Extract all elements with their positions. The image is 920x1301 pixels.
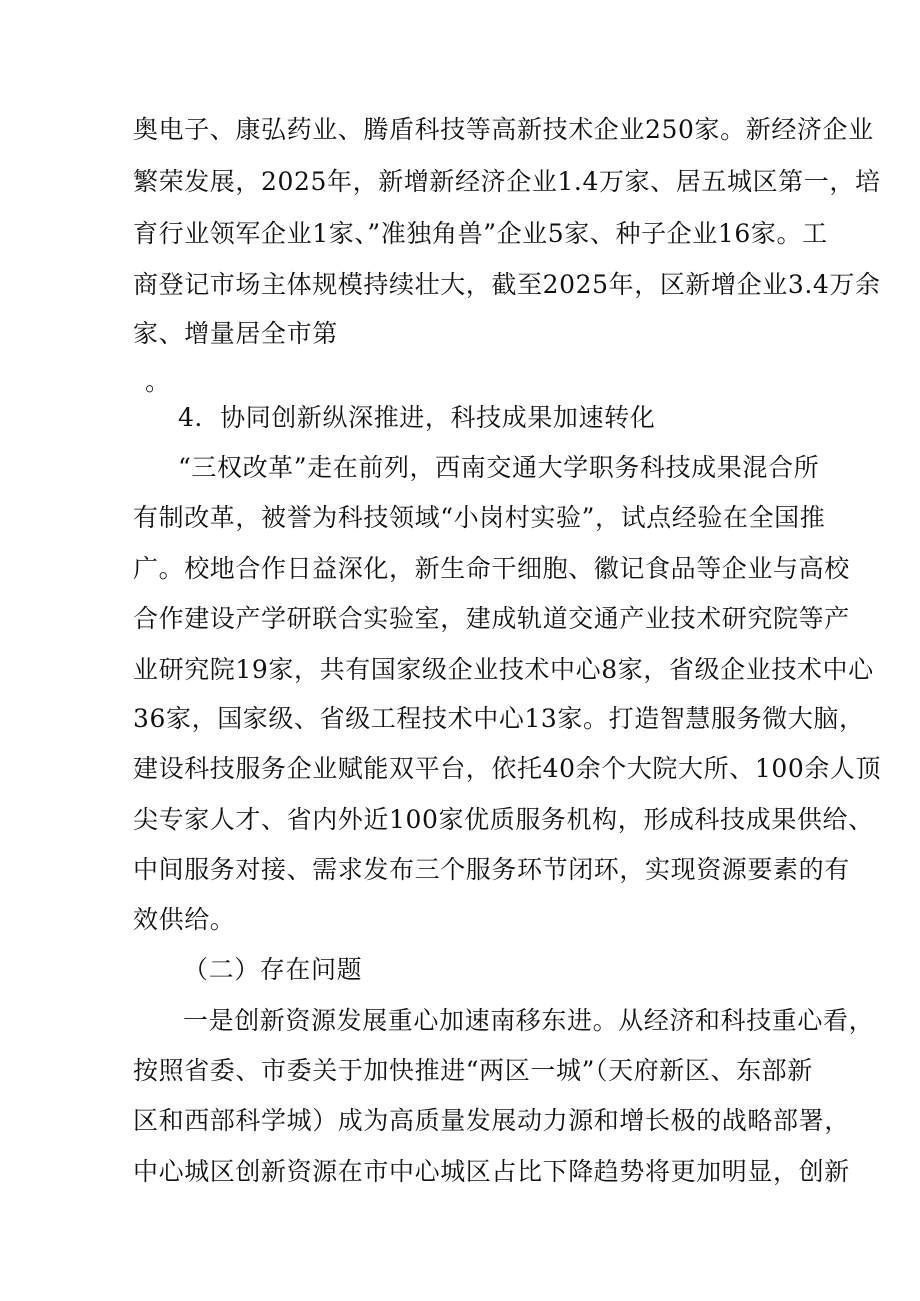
paragraph-line: 建设科技服务企业赋能双平台，依托40余个大院大所、100余人顶	[133, 754, 882, 783]
paragraph-line: 有制改革，被誉为科技领域“小岗村实验”，试点经验在全国推	[133, 503, 826, 532]
paragraph-line: 育行业领军企业1家、”准独角兽”企业5家、种子企业16家。工	[133, 219, 828, 248]
paragraph-line: 一是创新资源发展重心加速南移东进。从经济和科技重心看，	[183, 1006, 875, 1035]
paragraph-line: 商登记市场主体规模持续壮大，截至2025年，区新增企业3.4万余	[133, 270, 881, 299]
stray-punctuation: 。	[145, 367, 171, 396]
paragraph-line: 中间服务对接、需求发布三个服务环节闭环，实现资源要素的有	[133, 855, 850, 884]
paragraph-line: 区和西部科学城）成为高质量发展动力源和增长极的战略部署，	[133, 1106, 850, 1135]
paragraph-line: 广。校地合作日益深化，新生命干细胞、徽记食品等企业与高校	[133, 554, 850, 583]
paragraph-line: 按照省委、市委关于加快推进“两区一城”（天府新区、东部新	[133, 1056, 813, 1085]
paragraph-line: 效供给。	[133, 905, 236, 934]
paragraph-line: 业研究院19家，共有国家级企业技术中心8家，省级企业技术中心	[133, 655, 874, 684]
paragraph-line: 家、增量居全市第	[133, 319, 338, 348]
paragraph-line: 繁荣发展，2025年，新增新经济企业1.4万家、居五城区第一，培	[133, 167, 881, 196]
paragraph-line: “三权改革”走在前列，西南交通大学职务科技成果混合所	[178, 453, 820, 482]
paragraph-line: 合作建设产学研联合实验室，建成轨道交通产业技术研究院等产	[133, 604, 850, 633]
subsection-heading: 4．协同创新纵深推进，科技成果加速转化	[178, 403, 656, 432]
paragraph-line: 36家，国家级、省级工程技术中心13家。打造智慧服务微大脑，	[133, 704, 865, 733]
paragraph-line: 中心城区创新资源在市中心城区占比下降趋势将更加明显，创新	[133, 1157, 850, 1186]
paragraph-line: 尖专家人才、省内外近100家优质服务机构，形成科技成果供给、	[133, 805, 874, 834]
paragraph-line: 奥电子、康弘药业、腾盾科技等高新技术企业250家。新经济企业	[133, 115, 874, 144]
section-heading: （二）存在问题	[183, 955, 363, 984]
